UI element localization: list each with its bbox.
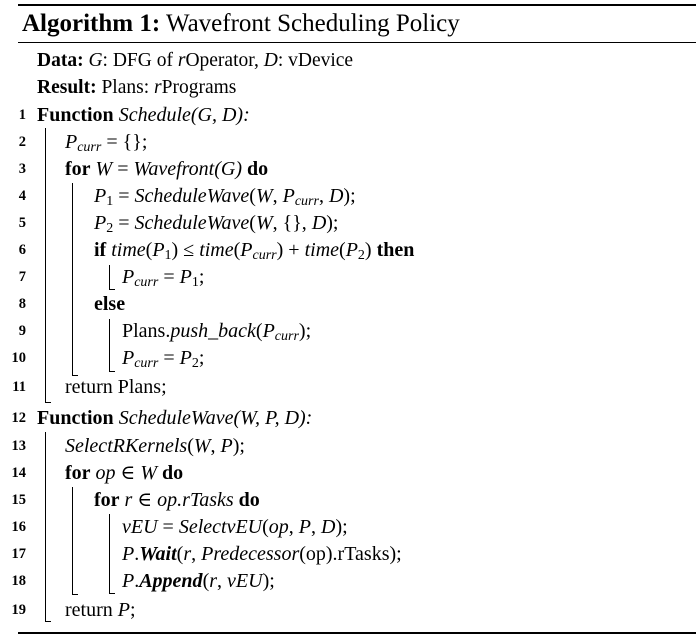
line-number: 16 [11,519,26,535]
code-text: vEU = SelectvEU(op, P, D); [122,516,348,538]
code-line-11 [0,374,700,401]
code-line-4 [0,183,700,210]
line-number: 14 [11,465,26,481]
code-line-12 [0,405,700,432]
line-number: 18 [11,573,26,589]
result-line [37,75,236,101]
code-text: else [94,293,126,315]
code-line-8 [0,291,700,318]
code-line-3 [0,156,700,183]
code-line-16 [0,514,700,541]
line-number: 5 [18,215,26,231]
code-line-9 [0,318,700,345]
line-number: 19 [11,602,26,618]
code-text: $P_{curr} = P_2$; [122,347,205,371]
code-line-6 [0,237,700,264]
title-rule [18,42,696,43]
result-text: Plans: rPrograms [101,77,237,98]
data-text: G: DFG of rOperator, D: vDevice [88,50,354,71]
line-number: 12 [11,410,26,426]
result-label: Result: [37,77,97,98]
bottom-rule [18,632,696,634]
code-text: $Plans.push\_back(P_{curr})$; [122,320,312,344]
code-text: for W = Wavefront(G) do [65,158,269,180]
code-line-5 [0,210,700,237]
code-text: Function Schedule(G, D): [37,104,250,126]
data-label: Data: [37,50,84,71]
code-text: for op ∈ W do [65,462,184,484]
code-text: SelectRKernels(W, P); [65,435,245,457]
code-text: $P_1$ = ScheduleWave(W, $P_{curr}$, D); [94,185,356,209]
line-number: 13 [11,438,26,454]
code-text: P.Wait(r, Predecessor(op).rTasks); [122,543,402,565]
code-text: $P_{curr}$ = {}; [65,131,148,155]
code-line-14 [0,460,700,487]
code-text: $P_{curr} = P_1$; [122,266,205,290]
line-number: 8 [18,296,26,312]
code-line-10 [0,345,700,372]
code-line-1 [0,102,700,129]
code-line-13 [0,433,700,460]
top-rule [18,4,696,6]
code-text: for r ∈ op.rTasks do [94,489,260,511]
code-line-2 [0,129,700,156]
code-line-7 [0,264,700,291]
code-line-19 [0,597,700,624]
line-number: 9 [18,323,26,339]
line-number: 17 [11,546,26,562]
line-number: 1 [18,107,26,123]
code-text: if $time(P_1)$ ≤ $time(P_{curr})$ + $time(P_2)$ then [94,239,415,263]
code-text: return P; [65,599,136,621]
algorithm-label: Algorithm 1: [22,10,161,37]
code-text: return Plans; [65,376,167,398]
line-number: 10 [11,350,26,366]
code-text: P.Append(r, vEU); [122,570,275,592]
line-number: 6 [18,242,26,258]
code-line-15 [0,487,700,514]
code-line-17 [0,541,700,568]
data-line [37,48,353,74]
algorithm-name: Wavefront Scheduling Policy [165,10,460,37]
line-number: 11 [12,379,26,395]
code-text: $P_2$ = ScheduleWave(W, {}, D); [94,212,339,236]
line-number: 2 [18,134,26,150]
line-number: 4 [18,188,26,204]
code-line-18 [0,568,700,595]
line-number: 7 [18,269,26,285]
line-number: 3 [18,161,26,177]
line-number: 15 [11,492,26,508]
code-text: Function ScheduleWave(W, P, D): [37,407,313,429]
algorithm-title [22,7,460,41]
